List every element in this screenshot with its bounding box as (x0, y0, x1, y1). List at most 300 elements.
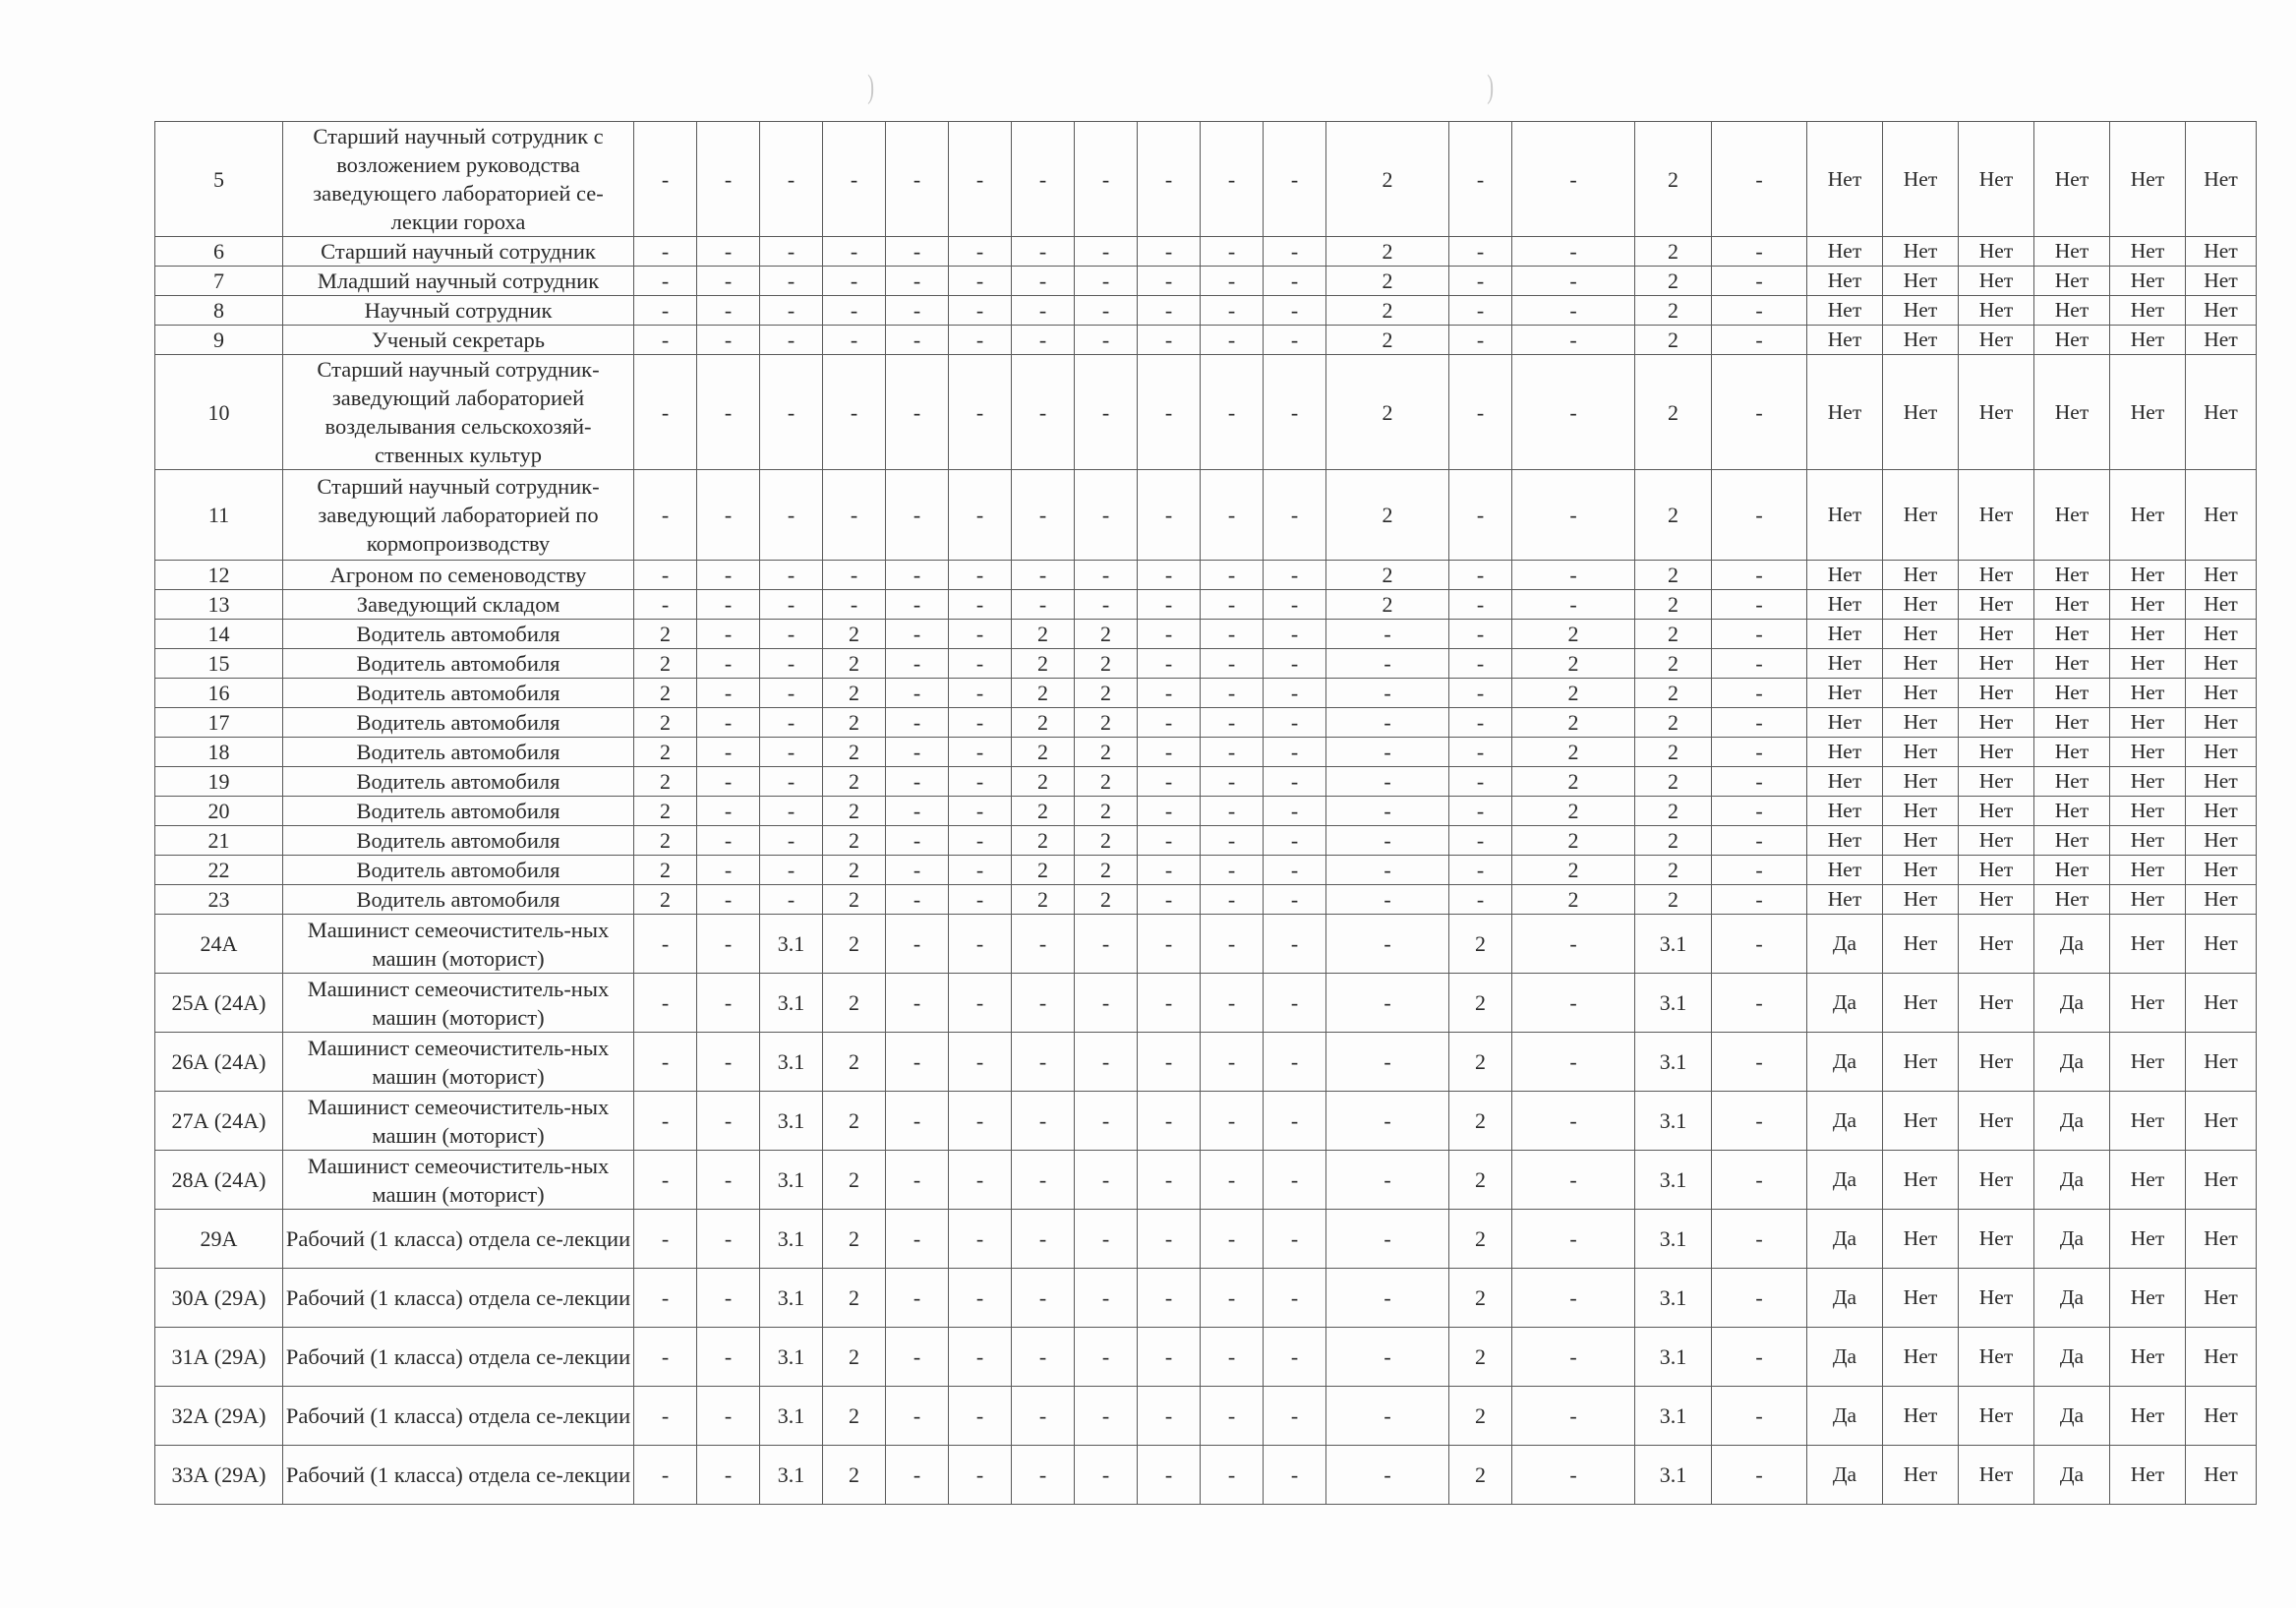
factor-class-cell: 2 (1012, 620, 1075, 649)
factor-class-cell: 2 (823, 826, 886, 856)
factor-class-cell: - (1201, 1328, 1264, 1387)
table-row (155, 561, 2257, 590)
factor-class-cell: - (949, 1269, 1012, 1328)
factor-class-cell: - (1512, 267, 1635, 296)
guarantee-flag-cell: Нет (1807, 679, 1883, 708)
guarantee-flag-cell: Нет (1959, 326, 2034, 355)
row-number-cell: 11 (155, 470, 283, 561)
guarantee-flag-cell: Нет (1883, 708, 1959, 738)
factor-class-cell: - (1449, 590, 1512, 620)
factor-class-cell: - (1449, 885, 1512, 915)
factor-class-cell: 2 (1635, 620, 1712, 649)
factor-class-cell: 2 (1326, 326, 1449, 355)
guarantee-flag-cell: Нет (2034, 797, 2110, 826)
factor-class-cell: - (823, 296, 886, 326)
factor-class-cell: - (1264, 1151, 1326, 1210)
factor-class-cell: - (1201, 797, 1264, 826)
factor-class-cell: - (886, 267, 949, 296)
guarantee-flag-cell: Нет (2034, 561, 2110, 590)
guarantee-flag-cell: Нет (1883, 237, 1959, 267)
guarantee-flag-cell: Нет (2110, 1387, 2186, 1446)
factor-class-cell: 2 (823, 1092, 886, 1151)
guarantee-flag-cell: Да (2034, 1151, 2110, 1210)
factor-class-cell: - (1012, 1387, 1075, 1446)
guarantee-flag-cell: Нет (2110, 826, 2186, 856)
factor-class-cell: 2 (1449, 1092, 1512, 1151)
guarantee-flag-cell: Да (2034, 1269, 2110, 1328)
guarantee-flag-cell: Нет (2110, 974, 2186, 1033)
factor-class-cell: 2 (1012, 649, 1075, 679)
factor-class-cell: - (1512, 1092, 1635, 1151)
position-name-cell: Рабочий (1 класса) отдела се-лекции (283, 1446, 634, 1505)
factor-class-cell: 2 (1075, 797, 1138, 826)
guarantee-flag-cell: Нет (1883, 738, 1959, 767)
factor-class-cell: - (1138, 738, 1201, 767)
factor-class-cell: - (697, 885, 760, 915)
factor-class-cell: - (760, 856, 823, 885)
factor-class-cell: - (1264, 620, 1326, 649)
factor-class-cell: - (823, 470, 886, 561)
factor-class-cell: - (1075, 1269, 1138, 1328)
factor-class-cell: - (1449, 326, 1512, 355)
table-row (155, 856, 2257, 885)
factor-class-cell: - (634, 1092, 697, 1151)
guarantee-flag-cell: Нет (2186, 296, 2257, 326)
factor-class-cell: - (823, 590, 886, 620)
factor-class-cell: - (1138, 1387, 1201, 1446)
guarantee-flag-cell: Нет (1959, 1269, 2034, 1328)
factor-class-cell: - (886, 470, 949, 561)
factor-class-cell: - (1075, 1151, 1138, 1210)
factor-class-cell: - (1264, 915, 1326, 974)
factor-class-cell: - (1264, 561, 1326, 590)
factor-class-cell: - (1201, 122, 1264, 237)
factor-class-cell: - (886, 826, 949, 856)
guarantee-flag-cell: Нет (2034, 355, 2110, 470)
guarantee-flag-cell: Нет (1807, 797, 1883, 826)
guarantee-flag-cell: Нет (1807, 296, 1883, 326)
factor-class-cell: - (1512, 355, 1635, 470)
guarantee-flag-cell: Нет (2034, 856, 2110, 885)
guarantee-flag-cell: Да (2034, 1328, 2110, 1387)
guarantee-flag-cell: Нет (1807, 708, 1883, 738)
factor-class-cell: 2 (823, 974, 886, 1033)
factor-class-cell: 2 (1449, 1151, 1512, 1210)
factor-class-cell: - (697, 915, 760, 974)
factor-class-cell: - (1326, 826, 1449, 856)
guarantee-flag-cell: Нет (2034, 470, 2110, 561)
factor-class-cell: - (949, 767, 1012, 797)
guarantee-flag-cell: Да (1807, 1269, 1883, 1328)
factor-class-cell: - (697, 1446, 760, 1505)
position-name-cell: Рабочий (1 класса) отдела се-лекции (283, 1328, 634, 1387)
factor-class-cell: - (1712, 797, 1807, 826)
row-number-cell: 12 (155, 561, 283, 590)
guarantee-flag-cell: Нет (1807, 237, 1883, 267)
factor-class-cell: - (1712, 355, 1807, 470)
guarantee-flag-cell: Нет (1883, 797, 1959, 826)
factor-class-cell: - (1264, 738, 1326, 767)
factor-class-cell: 2 (823, 1151, 886, 1210)
table-row (155, 296, 2257, 326)
factor-class-cell: - (1712, 296, 1807, 326)
factor-class-cell: - (949, 1446, 1012, 1505)
guarantee-flag-cell: Нет (1807, 826, 1883, 856)
factor-class-cell: - (1264, 1328, 1326, 1387)
factor-class-cell: - (823, 267, 886, 296)
factor-class-cell: - (886, 767, 949, 797)
factor-class-cell: - (949, 974, 1012, 1033)
factor-class-cell: 3.1 (1635, 1092, 1712, 1151)
factor-class-cell: 2 (1512, 738, 1635, 767)
factor-class-cell: - (1264, 326, 1326, 355)
factor-class-cell: - (1326, 1446, 1449, 1505)
factor-class-cell: 2 (1012, 679, 1075, 708)
guarantee-flag-cell: Нет (2186, 738, 2257, 767)
factor-class-cell: - (886, 1210, 949, 1269)
factor-class-cell: 2 (634, 826, 697, 856)
factor-class-cell: - (1138, 1092, 1201, 1151)
guarantee-flag-cell: Нет (1883, 915, 1959, 974)
factor-class-cell: 2 (634, 679, 697, 708)
factor-class-cell: 2 (1012, 797, 1075, 826)
position-name-cell: Водитель автомобиля (283, 885, 634, 915)
table-row (155, 1328, 2257, 1387)
factor-class-cell: 3.1 (1635, 1446, 1712, 1505)
factor-class-cell: - (1201, 649, 1264, 679)
factor-class-cell: 2 (1635, 267, 1712, 296)
row-number-cell: 28А (24А) (155, 1151, 283, 1210)
factor-class-cell: - (634, 122, 697, 237)
guarantee-flag-cell: Да (1807, 1092, 1883, 1151)
factor-class-cell: 2 (823, 856, 886, 885)
factor-class-cell: - (697, 1328, 760, 1387)
guarantee-flag-cell: Нет (2110, 738, 2186, 767)
factor-class-cell: - (634, 1328, 697, 1387)
factor-class-cell: - (760, 561, 823, 590)
guarantee-flag-cell: Нет (2186, 620, 2257, 649)
factor-class-cell: - (1449, 470, 1512, 561)
factor-class-cell: - (1138, 1328, 1201, 1387)
factor-class-cell: - (1138, 1446, 1201, 1505)
factor-class-cell: - (949, 1092, 1012, 1151)
position-name-cell: Водитель автомобиля (283, 649, 634, 679)
guarantee-flag-cell: Нет (2186, 767, 2257, 797)
factor-class-cell: - (1449, 296, 1512, 326)
factor-class-cell: 3.1 (760, 1328, 823, 1387)
factor-class-cell: - (1201, 1387, 1264, 1446)
factor-class-cell: 3.1 (1635, 1033, 1712, 1092)
guarantee-flag-cell: Нет (1807, 767, 1883, 797)
factor-class-cell: 2 (1075, 826, 1138, 856)
guarantee-flag-cell: Да (1807, 1210, 1883, 1269)
guarantee-flag-cell: Нет (2110, 1328, 2186, 1387)
guarantee-flag-cell: Нет (1959, 1387, 2034, 1446)
guarantee-flag-cell: Нет (2110, 679, 2186, 708)
factor-class-cell: - (697, 856, 760, 885)
guarantee-flag-cell: Да (1807, 1033, 1883, 1092)
guarantee-flag-cell: Нет (2110, 915, 2186, 974)
factor-class-cell: 2 (634, 620, 697, 649)
factor-class-cell: 3.1 (1635, 915, 1712, 974)
factor-class-cell: 2 (1635, 296, 1712, 326)
position-name-cell: Машинист семеочиститель-ных машин (моторист) (283, 1033, 634, 1092)
factor-class-cell: - (1326, 915, 1449, 974)
factor-class-cell: 2 (823, 1210, 886, 1269)
guarantee-flag-cell: Нет (2186, 856, 2257, 885)
guarantee-flag-cell: Нет (2110, 296, 2186, 326)
factor-class-cell: - (1012, 326, 1075, 355)
factor-class-cell: - (760, 122, 823, 237)
position-name-cell: Старший научный сотрудник (283, 237, 634, 267)
factor-class-cell: - (1264, 355, 1326, 470)
position-name-cell: Старший научный сотрудник-заведующий лабораторией по кормопроизводству (283, 470, 634, 561)
factor-class-cell: - (760, 237, 823, 267)
guarantee-flag-cell: Нет (2110, 885, 2186, 915)
factor-class-cell: - (1201, 470, 1264, 561)
table-row (155, 1210, 2257, 1269)
factor-class-cell: - (1712, 267, 1807, 296)
factor-class-cell: - (1712, 237, 1807, 267)
factor-class-cell: - (1326, 885, 1449, 915)
factor-class-cell: - (697, 679, 760, 708)
row-number-cell: 27А (24А) (155, 1092, 283, 1151)
factor-class-cell: 2 (823, 620, 886, 649)
guarantee-flag-cell: Нет (2034, 237, 2110, 267)
factor-class-cell: - (760, 885, 823, 915)
factor-class-cell: - (1264, 974, 1326, 1033)
table-row (155, 885, 2257, 915)
factor-class-cell: - (1012, 1269, 1075, 1328)
factor-class-cell: - (1201, 1092, 1264, 1151)
factor-class-cell: 2 (1512, 856, 1635, 885)
factor-class-cell: - (634, 590, 697, 620)
factor-class-cell: - (1075, 296, 1138, 326)
factor-class-cell: - (886, 1446, 949, 1505)
factor-class-cell: - (1512, 590, 1635, 620)
factor-class-cell: 3.1 (1635, 1269, 1712, 1328)
factor-class-cell: - (1201, 620, 1264, 649)
guarantee-flag-cell: Нет (2034, 296, 2110, 326)
factor-class-cell: - (1712, 767, 1807, 797)
factor-class-cell: - (1138, 1210, 1201, 1269)
guarantee-flag-cell: Нет (2186, 355, 2257, 470)
guarantee-flag-cell: Да (1807, 1328, 1883, 1387)
factor-class-cell: 2 (1326, 355, 1449, 470)
table-row (155, 1446, 2257, 1505)
factor-class-cell: - (886, 885, 949, 915)
guarantee-flag-cell: Нет (1883, 1210, 1959, 1269)
guarantee-flag-cell: Нет (1959, 767, 2034, 797)
factor-class-cell: 2 (1512, 885, 1635, 915)
table-row (155, 1092, 2257, 1151)
factor-class-cell: - (886, 1328, 949, 1387)
guarantee-flag-cell: Нет (2034, 708, 2110, 738)
factor-class-cell: - (1264, 1446, 1326, 1505)
guarantee-flag-cell: Да (1807, 1151, 1883, 1210)
factor-class-cell: - (1326, 856, 1449, 885)
guarantee-flag-cell: Нет (2110, 767, 2186, 797)
factor-class-cell: 2 (1449, 915, 1512, 974)
factor-class-cell: 2 (1512, 767, 1635, 797)
guarantee-flag-cell: Нет (1959, 826, 2034, 856)
factor-class-cell: - (1712, 590, 1807, 620)
factor-class-cell: - (886, 856, 949, 885)
guarantee-flag-cell: Нет (2110, 856, 2186, 885)
position-name-cell: Старший научный сотрудник с возложением руководства заведующего лабораторией се-лекции гороха (283, 122, 634, 237)
factor-class-cell: - (634, 974, 697, 1033)
factor-class-cell: 2 (1075, 708, 1138, 738)
factor-class-cell: 2 (1449, 974, 1512, 1033)
guarantee-flag-cell: Да (1807, 974, 1883, 1033)
guarantee-flag-cell: Нет (2034, 826, 2110, 856)
factor-class-cell: - (949, 679, 1012, 708)
position-name-cell: Водитель автомобиля (283, 826, 634, 856)
factor-class-cell: - (697, 974, 760, 1033)
row-number-cell: 14 (155, 620, 283, 649)
factor-class-cell: - (634, 470, 697, 561)
factor-class-cell: 3.1 (1635, 1387, 1712, 1446)
factor-class-cell: - (949, 561, 1012, 590)
guarantee-flag-cell: Нет (1959, 1446, 2034, 1505)
factor-class-cell: - (1201, 326, 1264, 355)
factor-class-cell: 2 (634, 797, 697, 826)
factor-class-cell: - (1138, 1151, 1201, 1210)
factor-class-cell: - (1712, 915, 1807, 974)
factor-class-cell: - (1264, 1210, 1326, 1269)
row-number-cell: 31А (29А) (155, 1328, 283, 1387)
position-name-cell: Ученый секретарь (283, 326, 634, 355)
factor-class-cell: - (1712, 620, 1807, 649)
factor-class-cell: - (634, 1269, 697, 1328)
guarantee-flag-cell: Нет (2186, 237, 2257, 267)
factor-class-cell: - (697, 296, 760, 326)
row-number-cell: 19 (155, 767, 283, 797)
position-name-cell: Водитель автомобиля (283, 708, 634, 738)
guarantee-flag-cell: Нет (1807, 122, 1883, 237)
guarantee-flag-cell: Нет (1883, 326, 1959, 355)
factor-class-cell: - (1512, 1446, 1635, 1505)
position-name-cell: Машинист семеочиститель-ных машин (моторист) (283, 1151, 634, 1210)
factor-class-cell: - (1075, 1328, 1138, 1387)
factor-class-cell: - (634, 355, 697, 470)
guarantee-flag-cell: Нет (1883, 561, 1959, 590)
factor-class-cell: - (886, 679, 949, 708)
row-number-cell: 22 (155, 856, 283, 885)
guarantee-flag-cell: Нет (2034, 326, 2110, 355)
factor-class-cell: - (886, 708, 949, 738)
factor-class-cell: - (1449, 620, 1512, 649)
factor-class-cell: 2 (1075, 679, 1138, 708)
guarantee-flag-cell: Нет (1807, 738, 1883, 767)
factor-class-cell: - (1075, 1033, 1138, 1092)
factor-class-cell: - (949, 885, 1012, 915)
factor-class-cell: - (1712, 738, 1807, 767)
factor-class-cell: - (949, 237, 1012, 267)
table-row (155, 826, 2257, 856)
factor-class-cell: 2 (634, 856, 697, 885)
factor-class-cell: - (634, 1446, 697, 1505)
guarantee-flag-cell: Нет (1883, 267, 1959, 296)
guarantee-flag-cell: Нет (2186, 915, 2257, 974)
guarantee-flag-cell: Нет (1883, 679, 1959, 708)
guarantee-flag-cell: Нет (2186, 590, 2257, 620)
factor-class-cell: - (1264, 679, 1326, 708)
guarantee-flag-cell: Нет (1959, 267, 2034, 296)
factor-class-cell: - (949, 470, 1012, 561)
guarantee-flag-cell: Нет (2110, 797, 2186, 826)
guarantee-flag-cell: Нет (1883, 1092, 1959, 1151)
factor-class-cell: - (1201, 590, 1264, 620)
factor-class-cell: 2 (823, 915, 886, 974)
guarantee-flag-cell: Нет (1959, 620, 2034, 649)
factor-class-cell: 2 (823, 767, 886, 797)
factor-class-cell: - (1012, 1328, 1075, 1387)
guarantee-flag-cell: Нет (2110, 1151, 2186, 1210)
factor-class-cell: - (697, 355, 760, 470)
factor-class-cell: - (949, 708, 1012, 738)
guarantee-flag-cell: Нет (1883, 1446, 1959, 1505)
guarantee-flag-cell: Нет (2110, 1269, 2186, 1328)
factor-class-cell: - (1712, 326, 1807, 355)
guarantee-flag-cell: Нет (2110, 590, 2186, 620)
factor-class-cell: - (697, 237, 760, 267)
guarantee-flag-cell: Нет (1959, 738, 2034, 767)
guarantee-flag-cell: Нет (2034, 738, 2110, 767)
factor-class-cell: 2 (1635, 561, 1712, 590)
guarantee-flag-cell: Нет (1959, 561, 2034, 590)
factor-class-cell: - (1712, 561, 1807, 590)
factor-class-cell: 2 (823, 1387, 886, 1446)
factor-class-cell: - (697, 826, 760, 856)
factor-class-cell: - (1264, 708, 1326, 738)
row-number-cell: 24А (155, 915, 283, 974)
factor-class-cell: - (760, 826, 823, 856)
guarantee-flag-cell: Нет (1883, 620, 1959, 649)
factor-class-cell: - (1075, 1210, 1138, 1269)
factor-class-cell: - (1712, 974, 1807, 1033)
factor-class-cell: - (1264, 590, 1326, 620)
guarantee-flag-cell: Нет (1883, 296, 1959, 326)
factor-class-cell: 2 (1635, 649, 1712, 679)
guarantee-flag-cell: Нет (2110, 237, 2186, 267)
factor-class-cell: - (949, 326, 1012, 355)
factor-class-cell: 2 (823, 1033, 886, 1092)
factor-class-cell: 2 (1326, 237, 1449, 267)
factor-class-cell: - (1012, 355, 1075, 470)
factor-class-cell: - (1201, 1210, 1264, 1269)
factor-class-cell: - (1449, 122, 1512, 237)
table-row (155, 708, 2257, 738)
factor-class-cell: - (949, 355, 1012, 470)
factor-class-cell: - (949, 122, 1012, 237)
factor-class-cell: - (886, 738, 949, 767)
factor-class-cell: - (1138, 470, 1201, 561)
factor-class-cell: - (697, 738, 760, 767)
position-name-cell: Младший научный сотрудник (283, 267, 634, 296)
guarantee-flag-cell: Да (2034, 1210, 2110, 1269)
guarantee-flag-cell: Нет (2186, 561, 2257, 590)
scan-mark: ) (1487, 69, 1495, 105)
factor-class-cell: - (1712, 1210, 1807, 1269)
guarantee-flag-cell: Нет (1883, 767, 1959, 797)
factor-class-cell: - (1138, 237, 1201, 267)
factor-class-cell: 2 (1326, 122, 1449, 237)
factor-class-cell: - (1201, 1446, 1264, 1505)
factor-class-cell: - (760, 767, 823, 797)
factor-class-cell: 2 (1326, 470, 1449, 561)
factor-class-cell: - (1138, 885, 1201, 915)
